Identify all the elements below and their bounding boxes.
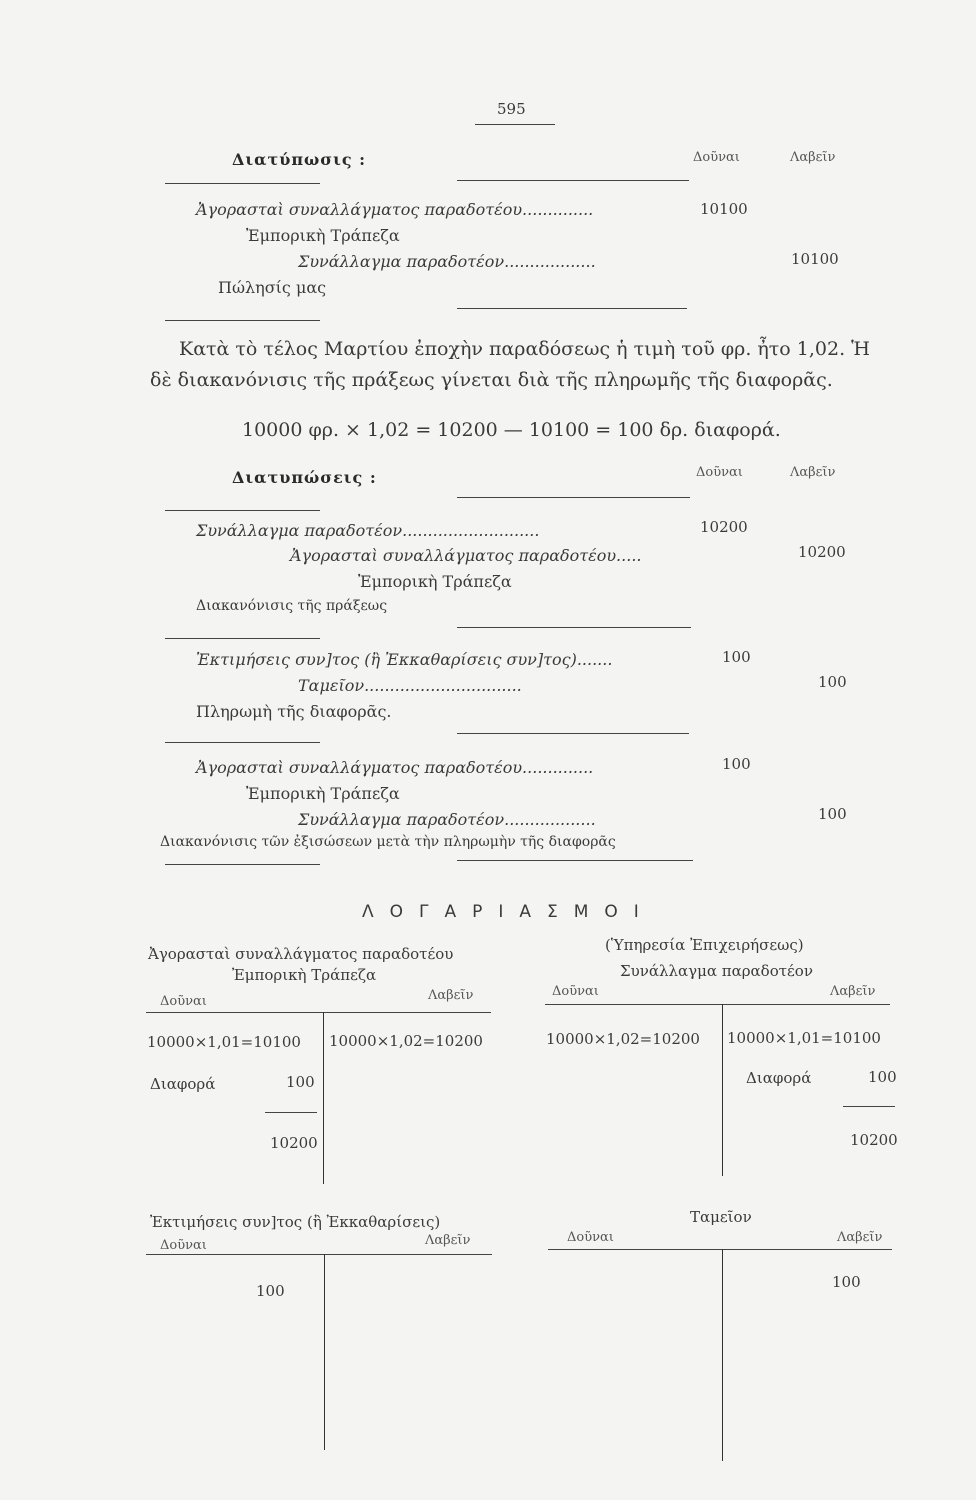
account3-debit-label: Δοῦναι: [160, 1238, 207, 1253]
e2-line2-amount: 100: [818, 673, 847, 691]
entries2-rule-left: [165, 510, 320, 511]
account4-credit-entry1: 100: [832, 1273, 861, 1291]
account4-credit-label: Λαβεῖν: [837, 1230, 883, 1245]
account2-title2: Συνάλλαγμα παραδοτέον: [620, 962, 813, 980]
entry1-bottom-rule-left: [165, 320, 320, 321]
page-number-rule: [475, 124, 555, 125]
e2-line1-amount: 100: [722, 648, 751, 666]
account1-t-vertical: [323, 1012, 324, 1184]
entry1-debit-label: Δοῦναι: [693, 150, 740, 165]
accounts-title: ΛΟΓΑΡΙΑΣΜΟΙ: [362, 902, 655, 922]
e1-line3: Ἐμπορικὴ Τράπεζα: [358, 572, 512, 591]
account1-title2: Ἐμπορικὴ Τράπεζα: [232, 966, 377, 984]
account1-credit-entry1: 10000×1,02=10200: [329, 1032, 483, 1050]
account1-sum-rule: [265, 1112, 317, 1113]
account3-t-vertical: [324, 1254, 325, 1450]
account1-debit-total: 10200: [270, 1134, 318, 1152]
paragraph-line2: δὲ διακανόνισις τῆς πράξεως γίνεται διὰ τῆς πληρωμῆς τῆς διαφορᾶς.: [150, 369, 833, 391]
paragraph-formula: 10000 φρ. × 1,02 = 10200 — 10100 = 100 δρ. διαφορά.: [242, 419, 781, 441]
e3-line3: Συνάλλαγμα παραδοτέον..................: [298, 810, 596, 829]
e2-line1: Ἐκτιμήσεις συν]τος (ἢ Ἐκκαθαρίσεις συν]τος).......: [196, 650, 613, 669]
account1-debit-label: Δοῦναι: [160, 994, 207, 1009]
entries2-credit-label: Λαβεῖν: [790, 465, 836, 480]
account2-debit-entry1: 10000×1,02=10200: [546, 1030, 700, 1048]
entry1-line2: Ἐμπορικὴ Τράπεζα: [246, 226, 400, 245]
entry1-line1-amount: 10100: [700, 200, 748, 218]
e1-line2-amount: 10200: [798, 543, 846, 561]
account2-sum-rule: [843, 1106, 895, 1107]
e2-line2: Ταμεῖον...............................: [298, 676, 522, 695]
account2-debit-label: Δοῦναι: [552, 984, 599, 999]
e1-line4: Διακανόνισις τῆς πράξεως: [196, 598, 388, 614]
e2-bottom-rule-right: [457, 733, 689, 734]
account2-t-vertical: [722, 1004, 723, 1176]
account3-t-horizontal: [146, 1254, 492, 1255]
page-number: 595: [497, 100, 526, 118]
e3-line3-amount: 100: [818, 805, 847, 823]
account2-t-horizontal: [545, 1004, 890, 1005]
e1-bottom-rule-right: [457, 627, 691, 628]
account4-debit-label: Δοῦναι: [567, 1230, 614, 1245]
entry1-line4: Πώλησίς μας: [218, 278, 327, 297]
e3-line2: Ἐμπορικὴ Τράπεζα: [246, 784, 400, 803]
e2-line3: Πληρωμὴ τῆς διαφορᾶς.: [196, 702, 392, 721]
e3-line1: Ἀγορασταὶ συναλλάγματος παραδοτέου..............: [196, 758, 594, 777]
account3-credit-label: Λαβεῖν: [425, 1233, 471, 1248]
account1-debit-entry1: 10000×1,01=10100: [147, 1033, 301, 1051]
e3-line1-amount: 100: [722, 755, 751, 773]
account1-debit-entry2-value: 100: [286, 1073, 315, 1091]
account1-debit-entry2-label: Διαφορά: [150, 1075, 216, 1093]
account4-t-horizontal: [548, 1249, 892, 1250]
e1-line1-amount: 10200: [700, 518, 748, 536]
e3-bottom-rule-left: [165, 864, 320, 865]
account2-credit-entry2-label: Διαφορά: [746, 1069, 812, 1087]
account2-credit-total: 10200: [850, 1131, 898, 1149]
e1-line2: Ἀγορασταὶ συναλλάγματος παραδοτέου.....: [290, 546, 642, 565]
entries2-debit-label: Δοῦναι: [696, 465, 743, 480]
entry1-rule-right: [457, 180, 689, 181]
account3-debit-entry1: 100: [256, 1282, 285, 1300]
account2-title1: (Ὑπηρεσία Ἐπιχειρήσεως): [605, 936, 804, 954]
account4-t-vertical: [722, 1249, 723, 1461]
e2-bottom-rule-left: [165, 742, 320, 743]
account2-credit-entry1: 10000×1,01=10100: [727, 1029, 881, 1047]
account2-credit-entry2-value: 100: [868, 1068, 897, 1086]
account4-title: Ταμεῖον: [690, 1208, 752, 1226]
e3-line4: Διακανόνισις τῶν ἐξισώσεων μετὰ τὴν πληρωμὴν τῆς διαφορᾶς: [160, 834, 616, 850]
account1-credit-label: Λαβεῖν: [428, 988, 474, 1003]
entries2-rule-right: [457, 497, 690, 498]
entries2-heading: Διατυπώσεις :: [232, 468, 377, 487]
e3-bottom-rule-right: [457, 860, 693, 861]
account1-title1: Ἀγορασταὶ συναλλάγματος παραδοτέου: [148, 945, 454, 963]
e1-line1: Συνάλλαγμα παραδοτέον...........................: [196, 521, 540, 540]
entry1-line3: Συνάλλαγμα παραδοτέον..................: [298, 252, 596, 271]
entry1-bottom-rule-right: [457, 308, 687, 309]
account1-t-horizontal: [146, 1012, 491, 1013]
entry1-heading: Διατύπωσις :: [232, 150, 367, 169]
entry1-rule-left: [165, 183, 320, 184]
entry1-line1: Ἀγορασταὶ συναλλάγματος παραδοτέου..............: [196, 200, 594, 219]
paragraph-line1: Κατὰ τὸ τέλος Μαρτίου ἐποχὴν παραδόσεως ἡ τιμὴ τοῦ φρ. ἦτο 1,02. Ἡ: [179, 338, 871, 360]
e1-bottom-rule-left: [165, 638, 320, 639]
account3-title: Ἐκτιμήσεις συν]τος (ἢ Ἐκκαθαρίσεις): [150, 1213, 441, 1231]
entry1-credit-label: Λαβεῖν: [790, 150, 836, 165]
account2-credit-label: Λαβεῖν: [830, 984, 876, 999]
entry1-line3-amount: 10100: [791, 250, 839, 268]
